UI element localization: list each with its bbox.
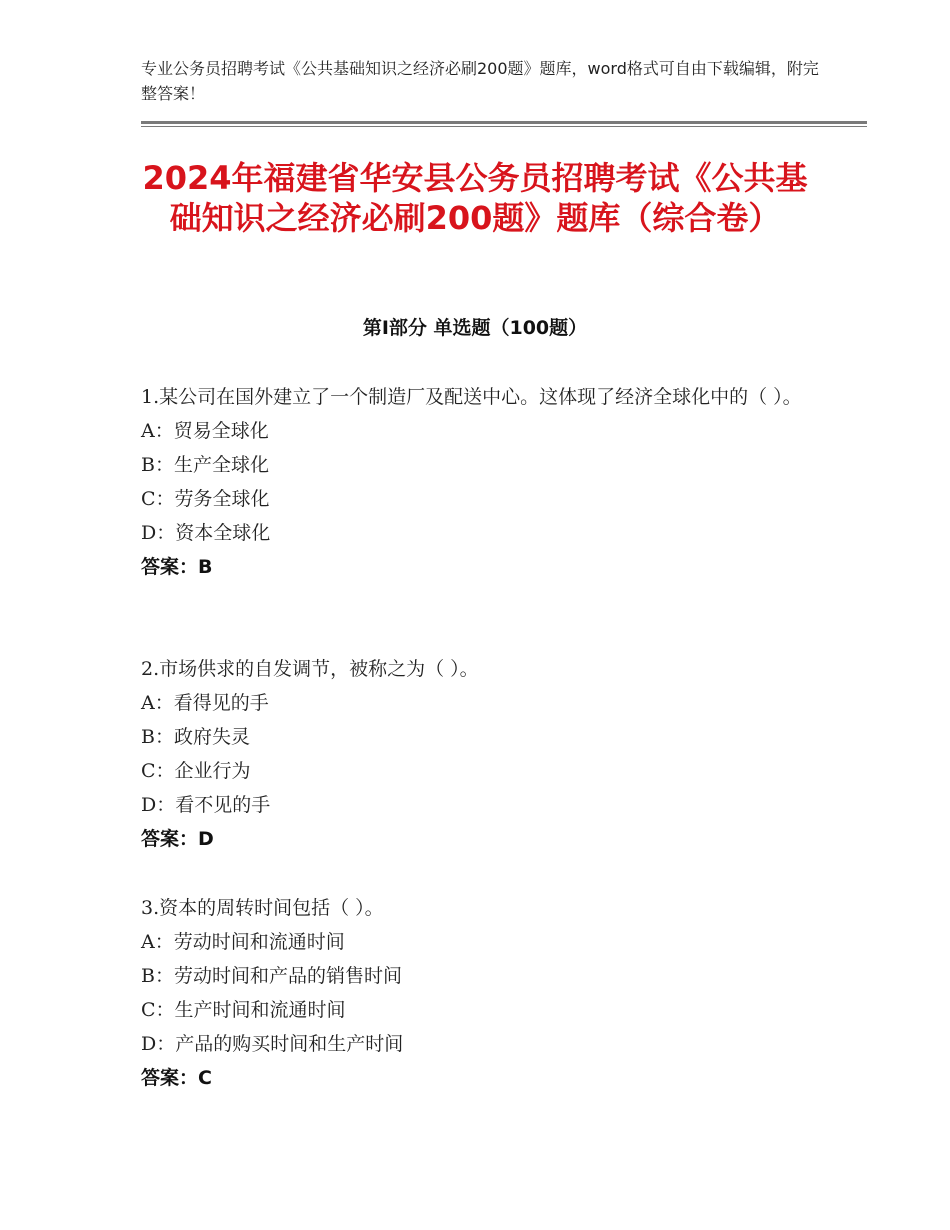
option-a: A：贸易全球化 [141,420,269,442]
option-c: C：企业行为 [141,760,251,782]
option-a: A：看得见的手 [141,692,269,714]
question-2 [141,652,821,856]
option-b: B：政府失灵 [141,726,250,748]
section-heading: 第Ⅰ部分 单选题（100题） [362,317,588,339]
option-c: C：生产时间和流通时间 [141,999,346,1021]
question-3 [141,891,821,1095]
document-title: 2024年福建省华安县公务员招聘考试《公共基础知识之经济必刷200题》题库（综合卷） [142,159,808,237]
option-b: B：劳动时间和产品的销售时间 [141,965,402,987]
option-c: C：劳务全球化 [141,488,270,510]
answer: 答案：C [141,1067,212,1089]
question-1 [141,380,821,584]
answer: 答案：D [141,828,214,850]
option-d: D：资本全球化 [141,522,271,544]
option-a: A：劳动时间和流通时间 [141,931,345,953]
question-stem: 1.某公司在国外建立了一个制造厂及配送中心。这体现了经济全球化中的（ ）。 [141,386,802,408]
option-d: D：看不见的手 [141,794,271,816]
answer: 答案：B [141,556,213,578]
header-divider-thick [141,121,867,124]
option-b: B：生产全球化 [141,454,269,476]
question-stem: 2.市场供求的自发调节，被称之为（ ）。 [141,658,479,680]
option-d: D：产品的购买时间和生产时间 [141,1033,404,1055]
question-stem: 3.资本的周转时间包括（ ）。 [141,897,384,919]
header-divider-thin [141,126,867,127]
header-note: 专业公务员招聘考试《公共基础知识之经济必刷200题》题库，word格式可自由下载编辑，附完整答案！ [141,59,819,103]
